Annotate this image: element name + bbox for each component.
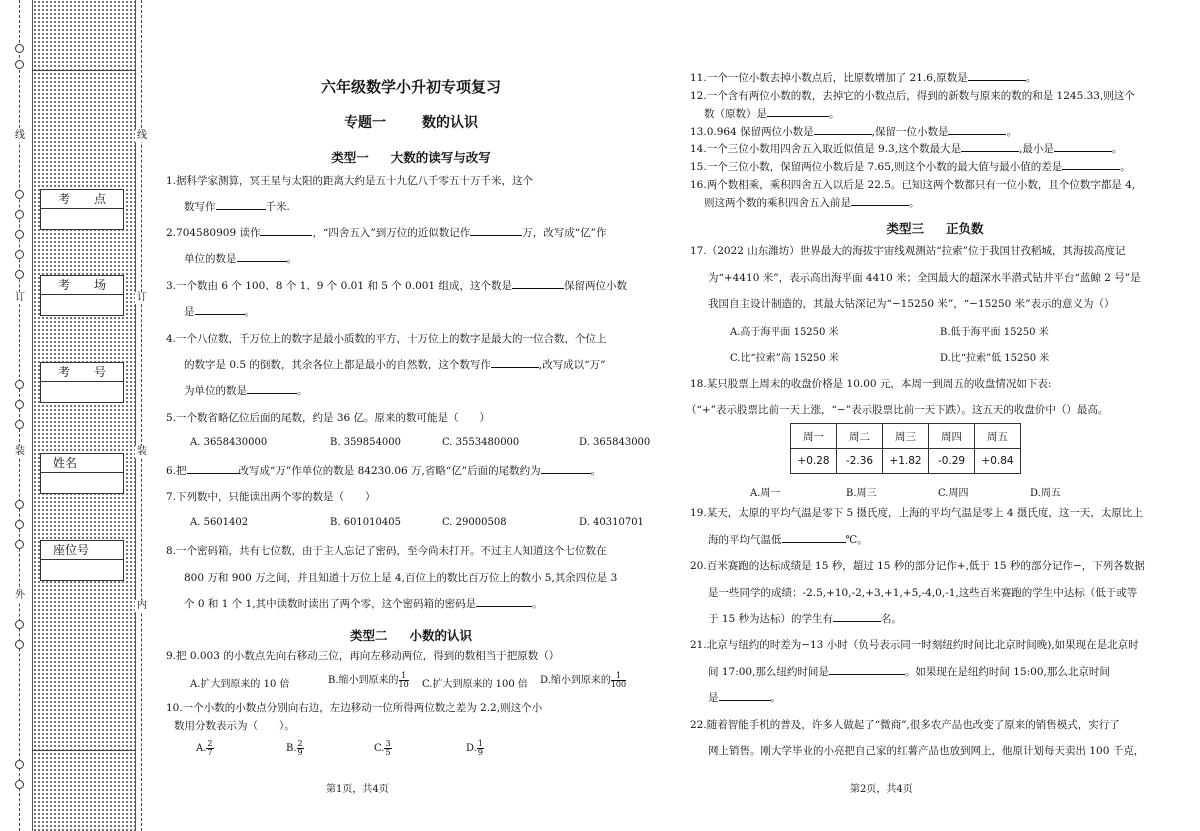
q9-option-b[interactable] [328, 671, 409, 689]
denominator: 9 [477, 748, 483, 757]
question-20-line [708, 611, 902, 626]
exam-number-blank[interactable] [41, 382, 123, 402]
side-char-outer: 线 [15, 130, 25, 141]
q-text: 2.704580909 读作 [166, 227, 261, 239]
page-footer: 第2页，共4页 [850, 784, 913, 795]
question-17-line: 17.（2022 山东潍坊）世界最大的海拔宇宙线观测站“拉索”位于我国甘孜稻城，其海拔高度记 [690, 245, 1126, 257]
section-heading-2 [166, 626, 656, 644]
table-header-cell: 周一 [791, 424, 837, 449]
q-text: ,保留一位小数是 [871, 126, 949, 138]
question-14-line [690, 141, 1122, 156]
table-header-cell: 周二 [837, 424, 883, 449]
q10-option-b[interactable] [286, 740, 304, 757]
answer-blank[interactable] [814, 125, 872, 135]
question-8-line [184, 596, 543, 611]
question-2-line [184, 251, 297, 266]
denominator: 5 [385, 748, 391, 757]
exam-site-field[interactable] [40, 189, 124, 230]
question-3-line [166, 278, 627, 293]
table-row [791, 449, 1021, 474]
binding-hole [15, 540, 24, 549]
binding-hole [15, 780, 24, 789]
answer-blank[interactable] [1062, 160, 1120, 170]
topic-number: 专题一 [344, 115, 386, 131]
question-18-line: （“+”表示股票比前一天上涨，“−”表示股票比前一天下跌）。这五天的收盘价中（）最高。 [686, 404, 1109, 416]
question-17-line: 我国自主设计制造的，其最大钻深记为“−15250 米”，“−15250 米”表示的意义为（） [708, 298, 1115, 310]
q-text: B.缩小到原来的 [328, 675, 399, 686]
question-8-line: 800 万和 900 万之间，并且知道十万位上是 4,百位上的数比百万位上的数小 5,其余四位是 3 [184, 572, 618, 584]
q17-option-c[interactable]: C.比“拉索”高 15250 米 [730, 353, 839, 364]
stock-change-table [790, 423, 1021, 474]
q-text: 个 0 和 1 个 1,其中读数时读出了两个零，这个密码箱的密码是 [184, 598, 477, 610]
q-text: A. [196, 743, 207, 754]
q7-option-c[interactable]: C. 29000508 [442, 517, 507, 528]
q9-option-c[interactable]: C.扩大到原来的 100 倍 [422, 679, 528, 690]
exam-site-label: 考 点 [41, 190, 123, 209]
answer-blank[interactable] [767, 107, 829, 117]
seat-number-label: 座位号 [41, 541, 123, 560]
question-9-line: 9.把 0.003 的小数点先向右移动三位，再向左移动两位，得到的数相当于把原数（） [166, 650, 560, 662]
page-footer: 第1页，共4页 [326, 784, 389, 795]
answer-blank[interactable] [470, 226, 522, 236]
question-21-line [708, 690, 781, 705]
q17-option-a[interactable]: A.高于海平面 15250 米 [730, 327, 839, 338]
question-1-line: 1.据科学家测算，冥王星与太阳的距离大约是五十九亿八千零五十万千米，这个 [166, 175, 534, 187]
numerator: 3 [385, 739, 391, 748]
question-17-line: 为“+4410 米”，表示高出海平面 4410 米；全国最大的超深水半潜式钻井平台“蓝鲸 2 号”是 [708, 272, 1141, 284]
q-text: 。 [297, 385, 308, 397]
q-text: 改写成“万”作单位的数是 84230.06 万,省略“亿”后面的尾数约为 [238, 465, 541, 477]
table-header-row [791, 424, 1021, 449]
section-heading-3 [690, 219, 1180, 237]
q-text: 万，改写成“亿”作 [522, 227, 607, 239]
hatch-separator [32, 70, 136, 71]
section-name: 小数的认识 [409, 628, 473, 643]
exam-room-field[interactable] [40, 275, 124, 316]
denominator: 9 [297, 748, 303, 757]
q5-option-d[interactable]: D. 365843000 [579, 437, 651, 448]
binding-hole [15, 210, 24, 219]
denominator: 7 [207, 748, 213, 757]
question-11-line [690, 70, 1036, 85]
q10-option-d[interactable] [466, 740, 484, 757]
question-16-line [704, 195, 920, 210]
q-text: 。 [1120, 161, 1131, 173]
binding-hole [15, 500, 24, 509]
answer-blank[interactable] [260, 226, 312, 236]
q-text: 6.把 [166, 465, 187, 477]
q17-option-d[interactable]: D.比“拉索”低 15250 米 [940, 353, 1050, 364]
question-5-line: 5.一个数省略亿位后面的尾数，约是 36 亿。原来的数可能是（ ） [166, 412, 491, 424]
q-text: 海的平均气温低 [708, 534, 782, 546]
exam-room-blank[interactable] [41, 295, 123, 315]
answer-blank[interactable] [829, 665, 905, 675]
question-12-line [704, 106, 840, 121]
q10-option-a[interactable] [196, 740, 214, 757]
binding-hole [15, 380, 24, 389]
fraction [477, 740, 484, 757]
q-text: 。 [829, 108, 840, 120]
answer-blank[interactable] [541, 464, 591, 474]
section-label: 类型三 [886, 221, 924, 236]
side-char-inner: 订 [137, 292, 147, 303]
numerator: 2 [207, 739, 213, 748]
section-name: 大数的读写与改写 [390, 150, 491, 165]
seat-number-field[interactable] [40, 540, 124, 581]
fraction [611, 672, 626, 689]
topic-name: 数的认识 [422, 115, 478, 131]
question-15-line [690, 159, 1131, 174]
binding-hole [15, 520, 24, 529]
denominator: 100 [610, 680, 627, 689]
question-20-line: 20.百米赛跑的达标成绩是 15 秒，超过 15 秒的部分记作+,低于 15 秒的部分记作−，下列各数据 [690, 560, 1145, 572]
fraction [384, 740, 391, 757]
exam-number-field[interactable] [40, 362, 124, 403]
q-text: 名。 [881, 613, 903, 625]
q7-option-a[interactable]: A. 5601402 [190, 517, 249, 528]
numerator: 1 [611, 672, 626, 681]
side-char-inner: 装 [137, 446, 147, 457]
q10-option-c[interactable] [374, 740, 392, 757]
answer-blank[interactable] [948, 125, 1006, 135]
q-text: 单位的数是 [184, 253, 237, 265]
q-text: 间 17:00,那么纽约时间是 [708, 666, 829, 678]
q-text: 。 [244, 306, 255, 318]
question-21-line: 21.北京与纽约的时差为−13 小时（负号表示同一时刻纽约时间比北京时间晚),如果现在是北京时 [690, 639, 1139, 651]
q18-option-a[interactable]: A.周一 [750, 488, 781, 499]
binding-hole [15, 400, 24, 409]
question-4-line [184, 383, 308, 398]
question-4-line: 4.一个八位数，千万位上的数字是最小质数的平方，十万位上的数字是最大的一位合数，个位上 [166, 333, 607, 345]
fraction [399, 672, 409, 689]
q-text: C. [374, 743, 385, 754]
binding-hole [15, 190, 24, 199]
binding-hole [15, 230, 24, 239]
q17-option-b[interactable]: B.低于海平面 15250 米 [940, 327, 1049, 338]
hatch-separator [32, 750, 136, 751]
section-label: 类型一 [331, 150, 369, 165]
q9-option-d[interactable] [540, 671, 626, 689]
q-text: 。 [1111, 143, 1123, 155]
q-text: 。 [1025, 72, 1037, 84]
question-19-line [708, 532, 868, 547]
numerator: 2 [297, 739, 303, 748]
q-text: 于 15 秒为达标）的学生有 [708, 613, 834, 625]
q-text: ，“四舍五入”到万位的近似数记作 [312, 227, 471, 239]
q-text: 。 [909, 197, 920, 209]
question-10-line: 10.一个小数的小数点分别向右边，左边移动一位所得两位数之差为 2.2,则这个小 [166, 702, 543, 714]
table-cell: +1.82 [883, 449, 929, 474]
question-8-line: 8.一个密码箱，共有七位数，由于主人忘记了密码，至今尚未打开。不过主人知道这个七位数在 [166, 545, 607, 557]
answer-blank[interactable] [782, 533, 846, 543]
exam-number-label: 考 号 [41, 363, 123, 382]
q-text: 是 [708, 692, 719, 704]
question-3-line [184, 304, 255, 319]
section-heading-1 [166, 148, 656, 166]
answer-blank[interactable] [961, 142, 1019, 152]
side-char-outer: 外 [15, 590, 25, 601]
q-text: 。 [532, 598, 543, 610]
q-text: 14.一个三位小数用四舍五入取近似值是 9.3,这个数最大是 [690, 143, 962, 155]
binding-hatch [32, 0, 136, 831]
question-10-line: 数用分数表示为（ ）。 [174, 720, 295, 732]
answer-blank[interactable] [851, 196, 909, 206]
q-text: 。如果现在是纽约时间 15:00,那么北京时间 [904, 666, 1110, 678]
cut-line-inner [141, 0, 142, 831]
binding-hole [15, 620, 24, 629]
side-char-outer: 装 [15, 446, 25, 457]
binding-hole [15, 44, 24, 53]
table-header-cell: 周五 [975, 424, 1021, 449]
binding-strip [0, 0, 150, 831]
q-text: 。 [1006, 126, 1017, 138]
q-text: ,最小是 [1019, 143, 1054, 155]
q-text: 3.一个数由 6 个 100、8 个 1、9 个 0.01 和 5 个 0.001 组成，这个数是 [166, 280, 512, 292]
answer-blank[interactable] [968, 71, 1026, 81]
fraction [297, 740, 304, 757]
exam-room-label: 考 场 [41, 276, 123, 295]
q9-option-a[interactable]: A.扩大到原来的 10 倍 [190, 679, 290, 690]
q-text: 数（原数）是 [704, 108, 767, 120]
q7-option-d[interactable]: D. 40310701 [579, 517, 644, 528]
document-title: 六年级数学小升初专项复习 [320, 78, 501, 96]
answer-blank[interactable] [195, 305, 245, 315]
question-16-line: 16.两个数相乘，乘积四舍五入以后是 22.5。已知这两个数都只有一位小数，且个位数字都是 4, [690, 179, 1136, 191]
binding-hole [15, 270, 24, 279]
side-char-outer: 订 [15, 292, 25, 303]
answer-blank[interactable] [512, 279, 564, 289]
question-7-line: 7.下列数中，只能读出两个零的数是（ ） [166, 491, 376, 503]
question-13-line [690, 124, 1017, 139]
binding-hole [15, 420, 24, 429]
binding-hole [15, 250, 24, 259]
answer-blank[interactable] [1054, 142, 1112, 152]
table-header-cell: 周三 [883, 424, 929, 449]
table-cell: +0.84 [975, 449, 1021, 474]
name-blank[interactable] [41, 473, 123, 493]
answer-blank[interactable] [491, 358, 539, 368]
q18-option-b[interactable]: B.周三 [846, 488, 877, 499]
q5-option-b[interactable]: B. 359854000 [330, 437, 401, 448]
q-text: ,改写成以“万” [538, 359, 606, 371]
seat-number-blank[interactable] [41, 560, 123, 580]
topic-heading [166, 112, 656, 132]
section-label: 类型二 [349, 628, 388, 643]
q-text: D. [466, 743, 477, 754]
answer-blank[interactable] [719, 691, 771, 701]
answer-blank[interactable] [187, 464, 239, 474]
answer-blank[interactable] [833, 612, 881, 622]
q-text: D.缩小到原来的 [540, 675, 611, 686]
question-21-line [708, 664, 1110, 679]
section-name: 正负数 [946, 221, 984, 236]
side-char-inner: 线 [137, 130, 147, 141]
question-12-line: 12.一个含有两位小数的数，去掉它的小数点后，得到的新数与原来的数的和是 1245.33,则这个 [690, 90, 1135, 102]
q-text: 则这两个数的乘积四舍五入前是 [704, 197, 851, 209]
fraction [206, 740, 213, 757]
question-22-line: 网上销售。刚大学毕业的小亮把自己家的红薯产品也放到网上，他原计划每天卖出 100 千克， [708, 745, 1145, 757]
question-19-line: 19.某天，太原的平均气温是零下 5 摄氏度，上海的平均气温是零上 4 摄氏度，这一天，太原比上 [690, 507, 1143, 519]
q-text: 的数字是 0.5 的倒数，其余各位上都是最小的自然数，这个数写作 [184, 359, 491, 371]
name-label: 姓名 [41, 454, 123, 473]
answer-blank[interactable] [216, 200, 266, 210]
q-text: B. [286, 743, 297, 754]
q-text: 保留两位小数 [563, 280, 627, 292]
answer-blank[interactable] [247, 384, 297, 394]
q-text: 千米. [265, 201, 290, 213]
q-text: 11.一个一位小数去掉小数点后，比原数增加了 21.6,原数是 [690, 72, 968, 84]
q-text: 13.0.964 保留两位小数是 [690, 126, 814, 138]
answer-blank[interactable] [237, 252, 287, 262]
q-text: 。 [770, 692, 781, 704]
q18-option-c[interactable]: C.周四 [938, 488, 969, 499]
cut-line-outer [19, 0, 20, 831]
binding-hole [15, 760, 24, 769]
table-header-cell: 周四 [929, 424, 975, 449]
name-field[interactable] [40, 453, 124, 494]
q5-option-a[interactable]: A. 3658430000 [190, 437, 268, 448]
answer-blank[interactable] [476, 597, 532, 607]
q-text: 。 [286, 253, 297, 265]
q5-option-c[interactable]: C. 3553480000 [442, 437, 520, 448]
binding-hole [15, 60, 24, 69]
q-text: 是 [184, 306, 195, 318]
question-2-line [166, 225, 606, 240]
numerator: 1 [399, 672, 409, 681]
question-22-line: 22.随着智能手机的普及，许多人做起了“微商”,很多农产品也改变了原来的销售模式，实行了 [690, 719, 1120, 731]
question-20-line: 是一些同学的成绩：-2.5,+10,-2,+3,+1,+5,-4,0,-1,这些百米赛跑的学生中达标（低于或等 [708, 587, 1138, 599]
q-text: ℃。 [845, 534, 868, 546]
binding-hole [15, 640, 24, 649]
table-cell: -2.36 [837, 449, 883, 474]
q7-option-b[interactable]: B. 601010405 [330, 517, 401, 528]
q-text: 为单位的数是 [184, 385, 247, 397]
question-1-line [184, 199, 290, 214]
table-cell: +0.28 [791, 449, 837, 474]
side-char-inner: 内 [137, 600, 147, 611]
numerator: 1 [477, 739, 483, 748]
question-6-line [166, 463, 601, 478]
question-18-line: 18.某只股票上周末的收盘价格是 10.00 元，本周一到周五的收盘情况如下表: [690, 378, 1052, 390]
question-4-line [184, 357, 605, 372]
q-text: 数写作 [184, 201, 216, 213]
denominator: 10 [398, 680, 409, 689]
table-cell: -0.29 [929, 449, 975, 474]
exam-site-blank[interactable] [41, 209, 123, 229]
q-text: 。 [590, 465, 602, 477]
q-text: 15.一个三位小数，保留两位小数后是 7.65,则这个小数的最大值与最小值的差是 [690, 161, 1063, 173]
q18-option-d[interactable]: D.周五 [1030, 488, 1061, 499]
